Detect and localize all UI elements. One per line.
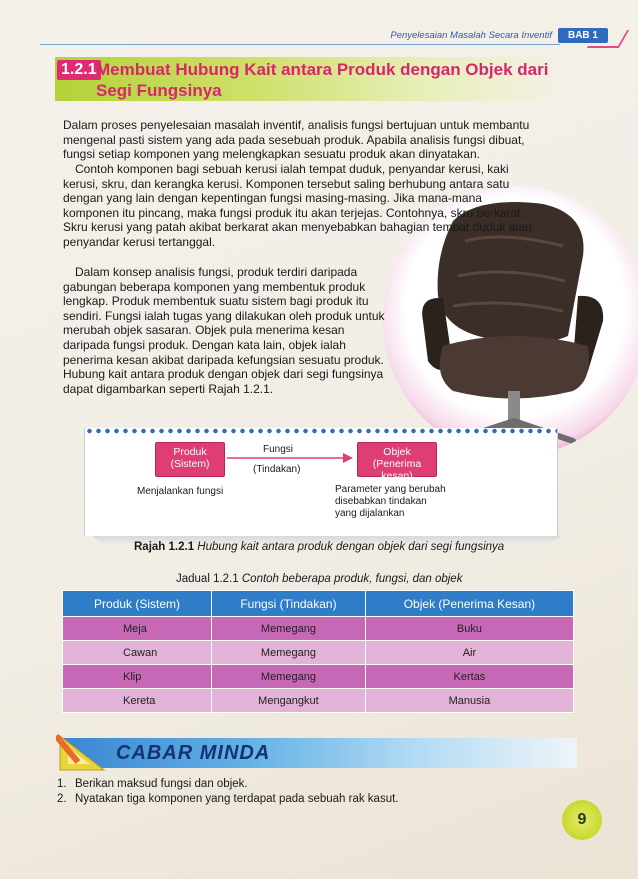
question-item <box>57 777 399 792</box>
section-title: Membuat Hubung Kait antara Produk dengan Objek dari Segi Fungsinya <box>96 60 549 100</box>
question-item <box>57 792 399 807</box>
table-cell: Memegang <box>212 617 366 641</box>
question-list <box>57 777 399 806</box>
figure-caption <box>134 541 504 553</box>
note-right-1: Parameter yang berubah <box>335 484 446 495</box>
paragraph-chair-example: Contoh komponen bagi sebuah kerusi ialah tempat duduk, penyandar kerusi, kaki kerusi, skru, dan kerangka kerusi. Komponen tersebut saling berhubung antara satu dengan yang lain dengan kepentingan fungsi masing-masing. Jika mana-mana komponen itu pincang, maka fungsi produk itu akan terjejas. Contohnya, skru berkarat. Skru kerusi yang patah akibat berkarat akan menyebabkan bahagian tempat duduk atau penyandar kerusi tertanggal. <box>63 162 532 249</box>
figure-caption-text: Hubung kait antara produk dengan objek dari segi fungsinya <box>197 541 505 553</box>
running-title: Penyelesaian Masalah Secara Inventif <box>390 30 552 41</box>
table-header-row <box>63 591 574 617</box>
table-cell: Kertas <box>365 665 573 689</box>
page-number: 9 <box>562 800 602 840</box>
section-number: 1.2.1 <box>57 60 101 80</box>
object-box-sublabel: (Penerima kesan) <box>372 458 422 482</box>
table-cell: Air <box>365 641 573 665</box>
cabar-minda-title: CABAR MINDA <box>116 742 271 764</box>
question-number: 1. <box>57 778 67 790</box>
table-cell: Buku <box>365 617 573 641</box>
arrow-label-tindakan: (Tindakan) <box>253 464 301 475</box>
paragraph-intro: Dalam proses penyelesaian masalah inventif, analisis fungsi bertujuan untuk membantu mengenal pasti sistem yang ada pada sesebuah produk. Apabila analisis fungsi dibuat, fungsi setiap komponen yang melengkapkan sesuatu produk akan dinyatakan. <box>63 118 530 162</box>
products-functions-table <box>62 590 574 713</box>
table-cell: Memegang <box>212 665 366 689</box>
product-system-box <box>155 442 225 477</box>
arrow-label-fungsi: Fungsi <box>263 444 294 455</box>
table-row <box>63 641 574 665</box>
paragraph-function-concept: Dalam konsep analisis fungsi, produk terdiri daripada gabungan beberapa komponen yang membentuk produk lengkap. Produk membentuk suatu sistem bagi produk itu sendiri. Fungsi ialah tugas yang dilakukan oleh produk untuk merubah objek sasaran. Objek pula menerima kesan daripada fungsi produk. Dengan kata lain, objek ialah penerima kesan akibat daripada kefungsian sesuatu produk. Hubung kait antara produk dengan objek dari segi fungsinya dapat digambarkan seperti Rajah 1.2.1. <box>63 265 385 396</box>
table-header-produk: Produk (Sistem) <box>63 591 212 617</box>
table-cell: Meja <box>63 617 212 641</box>
object-box-label: Objek <box>383 446 411 458</box>
running-header <box>390 28 608 43</box>
table-header-objek: Objek (Penerima Kesan) <box>365 591 573 617</box>
header-rule <box>40 44 560 45</box>
object-receiver-box <box>357 442 437 482</box>
table-cell: Mengangkut <box>212 689 366 713</box>
table-cell: Manusia <box>365 689 573 713</box>
table-caption-label: Jadual 1.2.1 <box>176 573 239 585</box>
table-cell: Klip <box>63 665 212 689</box>
table-header-fungsi: Fungsi (Tindakan) <box>212 591 366 617</box>
table-cell: Kereta <box>63 689 212 713</box>
figure-caption-label: Rajah 1.2.1 <box>134 541 195 553</box>
table-row <box>63 689 574 713</box>
table-caption-text: Contoh beberapa produk, fungsi, dan objek <box>241 573 463 585</box>
question-text: Nyatakan tiga komponen yang terdapat pada sebuah rak kasut. <box>75 792 399 805</box>
note-right-3: yang dijalankan <box>335 508 405 519</box>
question-number: 2. <box>57 792 67 805</box>
table-caption <box>176 573 462 585</box>
note-right-2: disebabkan tindakan <box>335 496 427 507</box>
set-square-pencil-icon <box>56 730 108 774</box>
question-text: Berikan maksud fungsi dan objek. <box>75 778 248 790</box>
table-cell: Memegang <box>212 641 366 665</box>
table-cell: Cawan <box>63 641 212 665</box>
note-left: Menjalankan fungsi <box>137 486 224 497</box>
chapter-badge: BAB 1 <box>558 28 608 43</box>
product-box-label: Produk <box>173 446 207 458</box>
table-row <box>63 617 574 641</box>
table-row <box>63 665 574 689</box>
diagram-rajah-1-2-1 <box>84 428 558 536</box>
product-box-sublabel: (Sistem) <box>170 458 210 470</box>
